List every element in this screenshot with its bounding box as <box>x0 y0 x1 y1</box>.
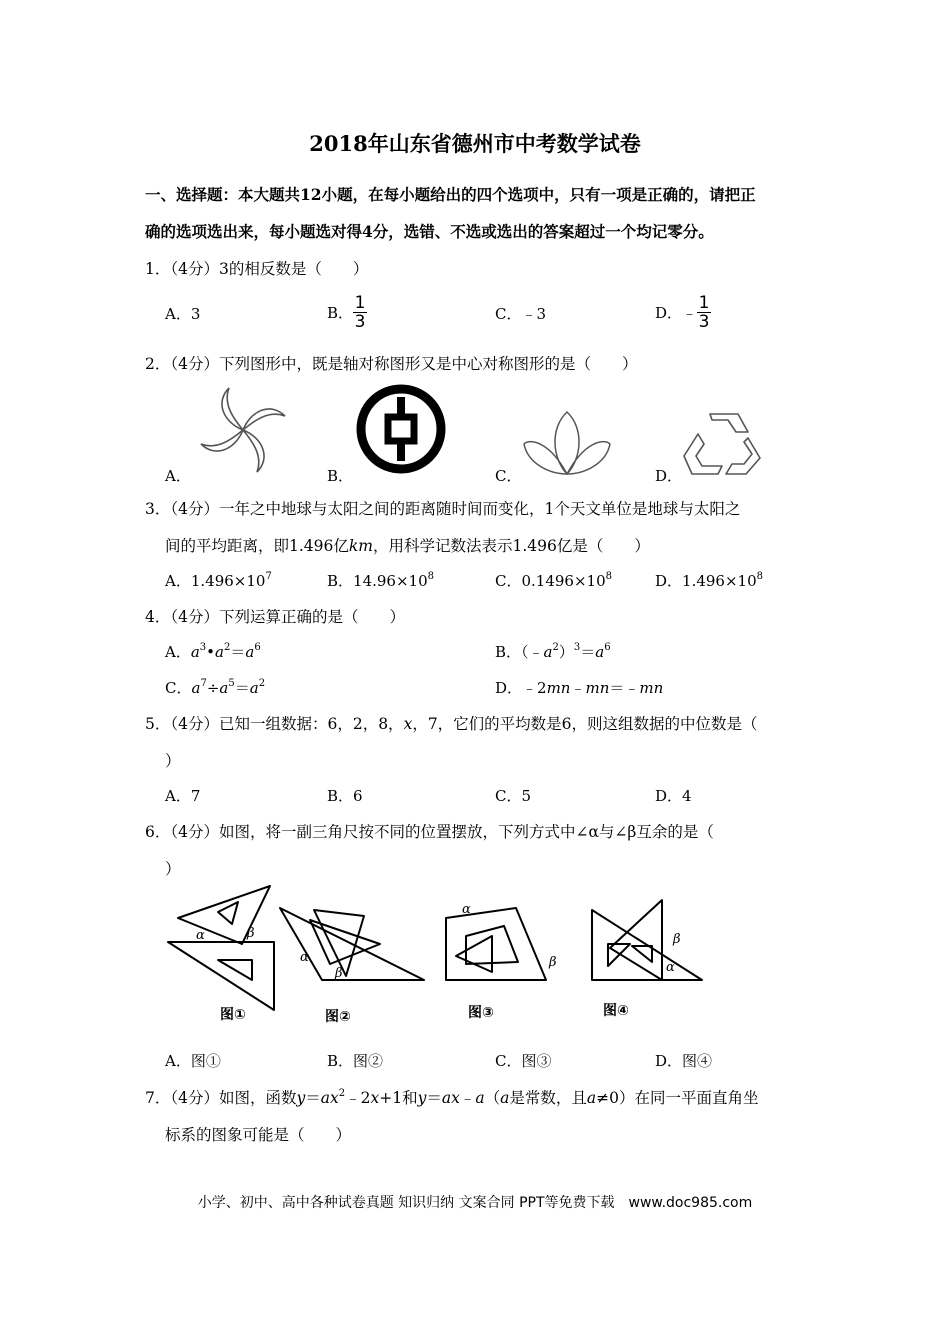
q6-option-d: D．图④ <box>655 1052 713 1070</box>
lotus-figure <box>520 408 614 478</box>
q1-b-denominator: 3 <box>354 311 366 332</box>
q7-text-5: 是常数，且 <box>509 1089 587 1107</box>
coin-logo-figure <box>355 383 447 475</box>
q1-d-numerator: 1 <box>698 292 710 313</box>
q4-a-label: A． <box>165 643 191 661</box>
q1-option-d-label: D．﹣ <box>655 303 698 322</box>
q3-c-exp: 8 <box>605 571 612 582</box>
fig2-alpha: α <box>300 950 309 965</box>
q2-option-d: D． <box>655 467 683 485</box>
q7-stem-line1: 7．（4分）如图，函数$y=ax^2﹣2x+1$和y＝ax﹣a（a是常数，且a≠0）在同一平面直角坐 <box>145 1088 759 1107</box>
q4-stem: 4．（4分）下列运算正确的是（ ） <box>145 608 405 626</box>
q3-d-base: D．1.496×10 <box>655 572 757 590</box>
q3-option-b <box>327 570 434 591</box>
q4-b-label: B．（﹣ <box>495 643 544 661</box>
fig4-alpha: α <box>666 960 675 975</box>
q4-d-label: D．﹣2 <box>495 679 547 697</box>
q7-stem-line2: 标系的图象可能是（ ） <box>165 1126 352 1144</box>
q4-option-b: B．$(﹣a^2)^3=a^6$ <box>495 642 611 661</box>
q2-stem: 2．（4分）下列图形中，既是轴对称图形又是中心对称图形的是（ ） <box>145 355 638 373</box>
q6-option-c: C．图③ <box>495 1052 552 1070</box>
q7-text-4: （ <box>484 1089 501 1107</box>
q3-stem-text: 间的平均距离，即1.496亿 <box>165 537 349 555</box>
q4-c-label: C． <box>165 679 192 697</box>
fig3-beta: β <box>549 955 557 970</box>
fig1-caption: 图① <box>220 1007 246 1023</box>
pinwheel-figure <box>193 384 293 476</box>
recycle-figure <box>682 408 762 478</box>
q1-option-b <box>327 290 367 334</box>
page-title: 2018年山东省德州市中考数学试卷 <box>309 131 641 156</box>
q1-option-b-label: B． <box>327 303 354 322</box>
q1-option-c: C．﹣3 <box>495 305 547 323</box>
q6-option-b: B．图② <box>327 1052 384 1070</box>
q1-option-a: A．3 <box>165 305 201 323</box>
fig2-beta: β <box>335 966 343 981</box>
q4-option-c: C．$a^7\div a^5=a^2$ <box>165 678 266 697</box>
q7-text-6: ≠0）在同一平面直角坐 <box>596 1089 759 1107</box>
q6-stem-line2: ） <box>165 860 181 878</box>
q4-option-d: D．﹣2mn﹣mn＝﹣mn <box>495 679 664 697</box>
q5-option-b: B．6 <box>327 787 363 805</box>
q3-b-base: B．14.96×10 <box>327 572 428 590</box>
q3-option-c <box>495 570 612 591</box>
fig3-alpha: α <box>462 902 471 917</box>
q1-b-numerator: 1 <box>354 292 366 313</box>
q6-option-a: A．图① <box>165 1052 221 1070</box>
q1-option-b-fraction <box>353 294 367 331</box>
q1-option-d <box>655 290 711 334</box>
q3-c-base: C．0.1496×10 <box>495 572 606 590</box>
q5-option-d: D．4 <box>655 787 692 805</box>
q1-d-denominator: 3 <box>698 311 710 332</box>
fig2-caption: 图② <box>325 1009 351 1025</box>
q3-stem-line2 <box>165 534 650 556</box>
q3-a-exp: 7 <box>265 571 272 582</box>
set-squares-figures <box>162 880 722 1030</box>
q3-stem-text-end: ，用科学记数法表示1.496亿是（ ） <box>372 537 650 555</box>
q2-option-c: C． <box>495 467 522 485</box>
q5-stem-text: 5．（4分）已知一组数据：6，2，8， <box>145 715 404 733</box>
section-instructions-line1: 一、选择题：本大题共12小题，在每小题给出的四个选项中，只有一项是正确的，请把正 <box>145 185 756 204</box>
q7-text-3: +1和 <box>379 1089 418 1107</box>
q3-option-a <box>165 570 272 591</box>
q3-a-base: A．1.496×10 <box>165 572 266 590</box>
q3-option-d <box>655 570 763 591</box>
section-instructions-line2: 确的选项选出来，每小题选对得4分，选错、不选或选出的答案超过一个均记零分。 <box>145 222 714 241</box>
q5-stem-text-end: ，7，它们的平均数是6，则这组数据的中位数是（ <box>412 715 758 733</box>
q5-option-a: A．7 <box>165 787 201 805</box>
q1-stem: 1．（4分）3的相反数是（ ） <box>145 260 369 278</box>
q5-stem-line2: ） <box>165 752 181 770</box>
q5-stem-line1 <box>145 712 758 734</box>
q3-b-exp: 8 <box>427 571 434 582</box>
fig4-beta: β <box>673 932 681 947</box>
q6-stem-line1: 6．（4分）如图，将一副三角尺按不同的位置摆放，下列方式中∠α与∠β互余的是（ <box>145 823 714 841</box>
q5-option-c: C．5 <box>495 787 532 805</box>
q7-text-2: ﹣2 <box>345 1089 371 1107</box>
q2-option-a: A． <box>165 467 191 485</box>
q7-text-1: 7．（4分）如图，函数 <box>145 1089 297 1107</box>
q1-option-d-fraction <box>697 294 711 331</box>
fig3-caption: 图③ <box>468 1005 494 1021</box>
q4-option-a: A．$a^3•a^2=a^6$ <box>165 642 261 661</box>
fig1-alpha: α <box>196 928 205 943</box>
q3-d-exp: 8 <box>756 571 763 582</box>
q3-stem-line1: 3．（4分）一年之中地球与太阳之间的距离随时间而变化，1个天文单位是地球与太阳之 <box>145 500 741 518</box>
q5-var: x <box>403 715 413 733</box>
q3-unit: km <box>348 537 373 555</box>
fig1-beta: β <box>247 926 255 941</box>
fig4-caption: 图④ <box>603 1003 629 1019</box>
page-footer: 小学、初中、高中各种试卷真题 知识归纳 文案合同 PPT等免费下载 www.doc985.com <box>197 1195 753 1211</box>
q2-option-b: B． <box>327 467 354 485</box>
